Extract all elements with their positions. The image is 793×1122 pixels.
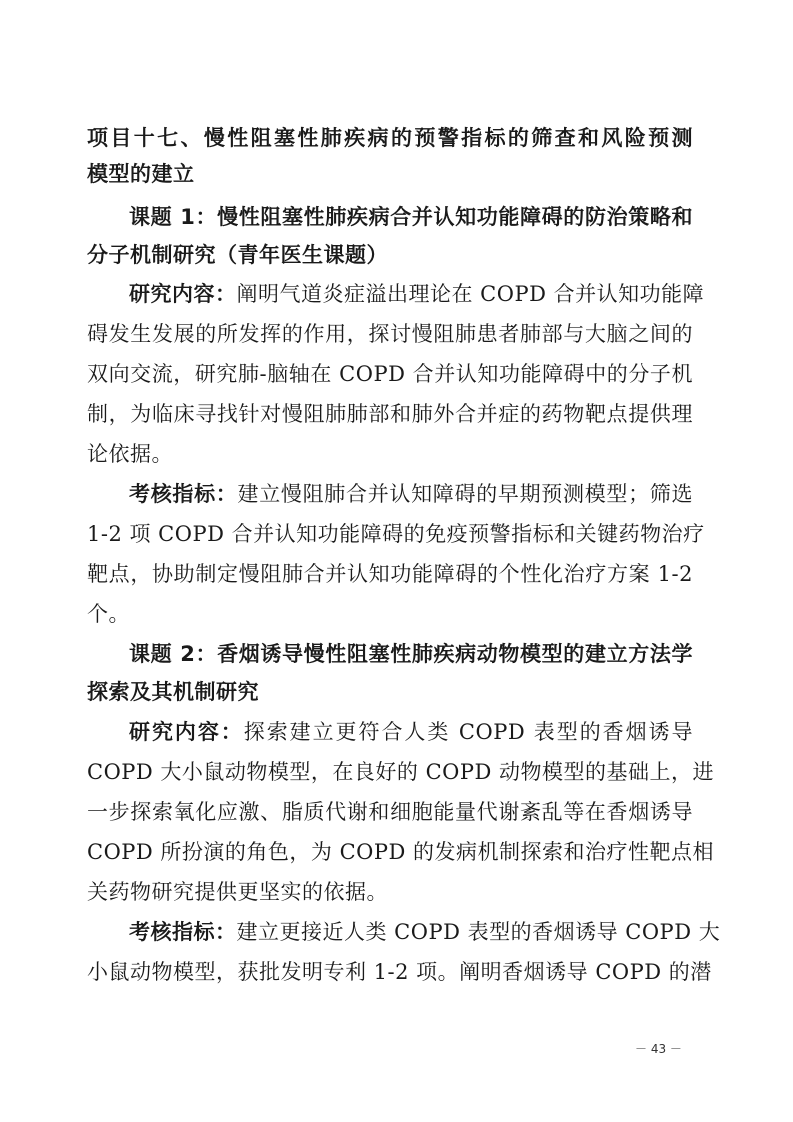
topic2-research-text-1: 探索建立更符合人类 COPD 表型的香烟诱导	[243, 720, 693, 744]
topic2-research-label: 研究内容：	[129, 720, 244, 744]
topic1-research-line-4: 制，为临床寻找针对慢阻肺肺部和肺外合并症的药物靶点提供理	[87, 402, 693, 426]
topic2-assessment-label: 考核指标：	[129, 920, 237, 944]
project-title-line-2: 模型的建立	[87, 162, 195, 186]
topic1-assessment-line-1	[87, 484, 693, 505]
topic1-research-line-5: 论依据。	[87, 442, 173, 466]
topic2-research-line-4: COPD 所扮演的角色，为 COPD 的发病机制探索和治疗性靶点相	[87, 840, 715, 864]
topic2-research-line-2: COPD 大小鼠动物模型，在良好的 COPD 动物模型的基础上，进	[87, 760, 715, 784]
topic1-research-label: 研究内容：	[129, 282, 237, 306]
topic1-research-text-1: 阐明气道炎症溢出理论在 COPD 合并认知功能障	[236, 282, 705, 306]
topic1-research-line-2: 碍发生发展的所发挥的作用，探讨慢阻肺患者肺部与大脑之间的	[87, 322, 693, 346]
topic1-research-line-1	[87, 282, 705, 306]
document-body	[87, 126, 721, 984]
topic1-heading-line-1: 课题 1：慢性阻塞性肺疾病合并认知功能障碍的防治策略和	[129, 205, 693, 229]
topic2-assessment-line-1	[87, 920, 721, 944]
topic1-assessment-label: 考核指标：	[129, 482, 238, 506]
topic1-heading-line-2: 分子机制研究（青年医生课题）	[87, 243, 388, 267]
topic1-research-line-3: 双向交流，研究肺-脑轴在 COPD 合并认知功能障碍中的分子机	[87, 362, 693, 386]
topic2-assessment-line-2: 小鼠动物模型，获批发明专利 1-2 项。阐明香烟诱导 COPD 的潜	[87, 960, 712, 984]
topic1-assessment-line-4: 个。	[87, 602, 130, 626]
topic2-heading-line-2: 探索及其机制研究	[87, 680, 259, 704]
topic2-research-line-1	[87, 722, 693, 743]
page-number: － 43 －	[635, 1042, 682, 1056]
topic1-assessment-line-2: 1-2 项 COPD 合并认知功能障碍的免疫预警指标和关键药物治疗	[87, 522, 705, 546]
topic2-heading-line-1: 课题 2：香烟诱导慢性阻塞性肺疾病动物模型的建立方法学	[129, 642, 693, 666]
topic1-assessment-text-1: 建立慢阻肺合并认知障碍的早期预测模型；筛选	[237, 482, 693, 506]
topic2-assessment-text-1: 建立更接近人类 COPD 表型的香烟诱导 COPD 大	[236, 920, 721, 944]
topic1-assessment-line-3: 靶点，协助制定慢阻肺合并认知功能障碍的个性化治疗方案 1-2	[87, 562, 693, 586]
project-title-line-1: 项目十七、慢性阻塞性肺疾病的预警指标的筛查和风险预测	[87, 126, 693, 150]
topic2-research-line-3: 一步探索氧化应激、脂质代谢和细胞能量代谢紊乱等在香烟诱导	[87, 800, 693, 824]
topic2-research-line-5: 关药物研究提供更坚实的依据。	[87, 880, 388, 904]
